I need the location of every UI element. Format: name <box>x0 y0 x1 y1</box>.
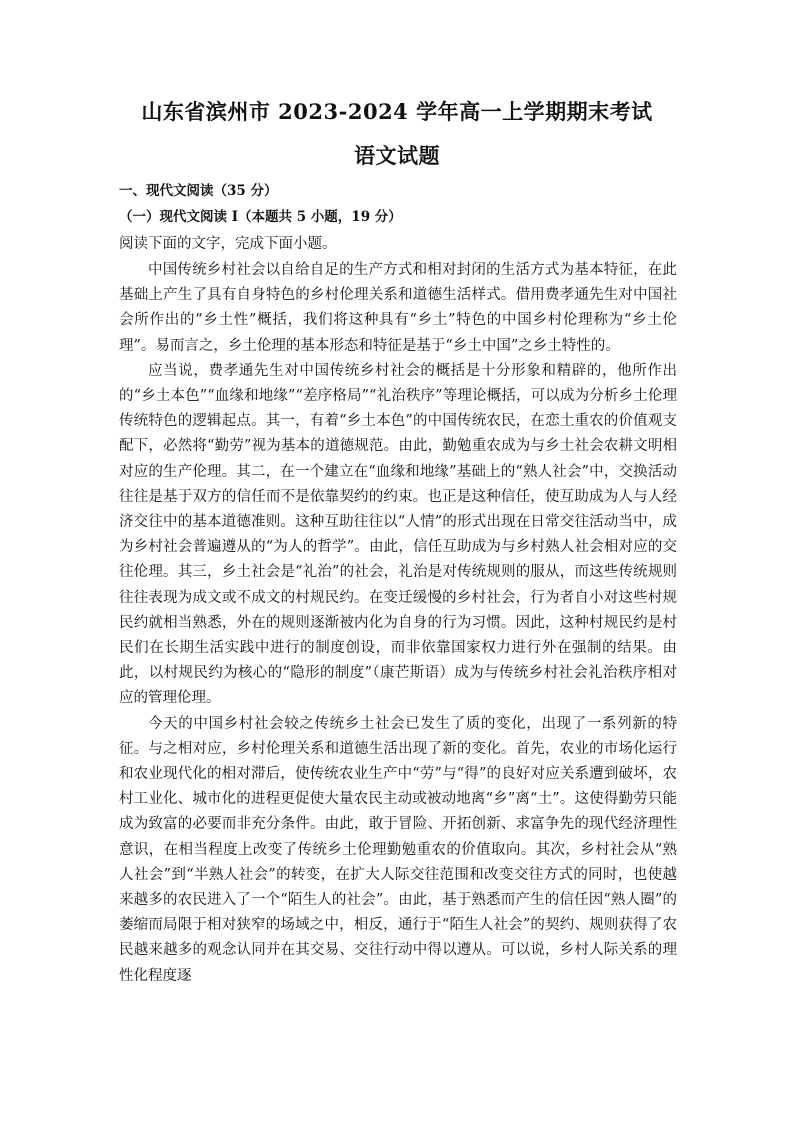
document-title: 山东省滨州市 2023-2024 学年高一上学期期末考试 <box>141 99 653 124</box>
passage-paragraph-3: 今天的中国乡村社会较之传统乡土社会已发生了质的变化，出现了一系列新的特征。与之相对应，乡村伦理关系和道德生活出现了新的变化。首先，农业的市场化运行和农业现代化的相对滞后，使传统农业生产中“劳”与“得”的良好对应关系遭到破坏，农村工业化、城市化的进程更促使大量农民主动或被动地离“乡”离“土”。这使得勤劳只能成为致富的必要而非充分条件。由此，敢于冒险、开拓创新、求富争先的现代经济理性意识，在相当程度上改变了传统乡土伦理勤勉重农的价值取向。其次，乡村社会从“熟人社会”到“半熟人社会”的转变，在扩大人际交往范围和改变交往方式的同时，也使越来越多的农民进入了一个“陌生人的社会”。由此，基于熟悉而产生的信任因“熟人圈”的萎缩而局限于相对狭窄的场域之中，相反，通行于“陌生人社会”的契约、规则获得了农民越来越多的观念认同并在其交易、交往行动中得以遵从。可以说，乡村人际关系的理性化程度逐 <box>119 715 677 984</box>
instruction-text: 阅读下面的文字，完成下面小题。 <box>119 236 337 252</box>
passage-body <box>119 258 677 989</box>
passage-paragraph-1: 中国传统乡村社会以自给自足的生产方式和相对封闭的生活方式为基本特征，在此基础上产生了具有自身特色的乡村伦理关系和道德生活样式。借用费孝通先生对中国社会所作出的“乡土性”概括，我们将这种具有“乡土”特色的中国乡村伦理称为“乡土伦理”。易而言之，乡土伦理的基本形态和特征是基于“乡土中国”之乡土特性的。 <box>119 262 677 354</box>
section-heading: 一、现代文阅读（35 分） <box>119 183 278 199</box>
passage-paragraph-2: 应当说，费孝通先生对中国传统乡村社会的概括是十分形象和精辟的，他所作出的“乡土本色”“血缘和地缘”“差序格局”“礼治秩序”等理论概括，可以成为分析乡土伦理传统特色的逻辑起点。其一，有着“乡土本色”的中国传统农民，在恋土重农的价值观支配下，必然将“勤劳”视为基本的道德规范。由此，勤勉重农成为与乡土社会农耕文明相对应的生产伦理。其二，在一个建立在“血缘和地缘”基础上的“熟人社会”中，交换活动往往是基于双方的信任而不是依靠契约的约束。也正是这种信任，使互助成为人与人经济交往中的基本道德准则。这种互助往往以“人情”的形式出现在日常交往活动当中，成为乡村社会普遍遵从的“为人的哲学”。由此，信任互助成为与乡村熟人社会相对应的交往伦理。其三，乡土社会是“礼治”的社会，礼治是对传统规则的服从，而这些传统规则往往表现为成文或不成文的村规民约。在变迁缓慢的乡村社会，行为者自小对这些村规民约就相当熟悉，外在的规则逐渐被内化为自身的行为习惯。因此，这种村规民约是村民们在长期生活实践中进行的制度创设，而非依靠国家权力进行外在强制的结果。由此，以村规民约为核心的“隐形的制度”（康芒斯语）成为与传统乡村社会礼治秩序相对应的管理伦理。 <box>119 362 677 707</box>
document-subtitle: 语文试题 <box>354 143 440 168</box>
subsection-heading: （一）现代文阅读 I（本题共 5 小题，19 分） <box>119 209 402 225</box>
